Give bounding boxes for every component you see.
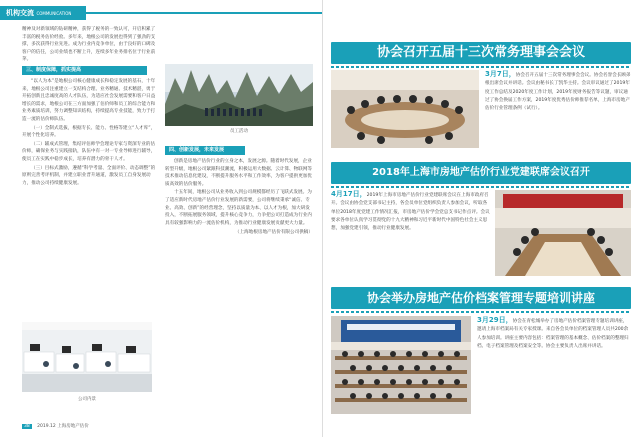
news-date-2: 4月17日， [331, 190, 367, 198]
paragraph: “以人为本”是地根公司核心健康成长和稳定发展的基石，十年来，地根公司注重建立一支结构合理、业务精通、技术精湛，勇于开拓创新且忠诚度高的人才队伍，为适应社会发展需要和客户日益增长的需求，地根公司在三方面加强了估价师和员工的综合能力和业务素质培训，努力调整知识结构，持续提高专业技能，致力于打造一流的估价师队伍。 [22, 78, 156, 122]
news-date-3: 3月29日， [477, 316, 513, 324]
mountain-photo-image [165, 64, 313, 126]
section-header [0, 6, 322, 20]
office-interior-image [22, 322, 152, 392]
banner-council-meeting: 协会召开五届十三次常务理事会会议 [331, 42, 631, 64]
banner-underline [331, 66, 631, 68]
lecture-hall-image [331, 316, 471, 414]
paragraph: 创新是房地产估价行业的立身之本，发展之源。随着时代发展，企业转型升级，地根公司紧跟科技潮流，积极运用大数据、云计算、物联网等技术推动信息化建设，不断提升服务水平和工作效率，为客户提供更加优质高效的估价服务。 [165, 159, 313, 187]
news-date-1: 3月7日， [485, 70, 516, 78]
section-heading-4: 四、创新发展，未来发展 [165, 146, 245, 155]
paragraph: （三）目标式激励，遵循“科学考量、全面评价、动态调整”的原则完善考评机制，并建立职业晋升通道，激发员工自身发展动力，推动公司持续健康发展。 [22, 165, 156, 186]
banner-underline [331, 311, 631, 313]
banner-underline [331, 186, 631, 188]
caption-office: 公司内景 [78, 397, 96, 402]
section-heading-3: 三、制度保障，抓实提高 [22, 66, 147, 75]
banner-archive-training: 协会举办房地产估价档案管理专题培训讲座 [331, 287, 631, 309]
source-note: （上海地根房地产估价有限公司供稿） [234, 230, 313, 236]
right-page [322, 0, 640, 437]
left-column-2 [165, 146, 313, 238]
left-column-1 [22, 26, 157, 188]
news-block-1 [485, 70, 631, 113]
training-photo [331, 316, 471, 414]
meeting-photo-2 [495, 190, 631, 276]
staff-activity-photo [165, 64, 313, 126]
header-sublabel: COMMUNICATION [36, 11, 72, 16]
page-footer [22, 423, 89, 429]
party-meeting-image [495, 190, 631, 276]
conference-room-image [331, 70, 479, 148]
paragraph: 十五年间，地根公司从业务收入到公司规模都经历了飞跃式发展。为了适应新时代房地产估价行业发展的新需要，公司将继续秉承“诚信、专业、高效、创新”的经营理念，坚持以质量为本、以人才为根，加大研发投入，不断拓展服务领域，提升核心竞争力，力争把公司打造成为行业内具有较强影响力的一流估价机构，为推动行业健康发展贡献更大力量。 [165, 190, 313, 226]
header-rule [86, 12, 322, 14]
news-text-3: 协会在青松城举办了房地产估价档案管理专题培训讲座，邀请上海市档案局有关专家授课。来自各会员单位的档案管理人员共200余人参加培训。讲座主要内容包括：档案管理的基本概念、估价档案的整理归档、电子档案管理及档案安全等。协会主要负责人出席并讲话。 [477, 319, 629, 349]
news-text-2: 2019年上海市房地产估价行业党建联席会议在上海市政府召开。会议由协会党支部书记主持，各会员单位党组织负责人参加会议，听取各单位2018年度党建工作情况汇报，市房地产估价学会党总支书记作点评。会议要求各单位认真学习贯彻党的十九大精神和习近平新时代中国特色社会主义思想，加强党建引领，推动行业健康发展。 [331, 193, 490, 232]
paragraph: （二）辅成式管理，集结评估师学会理论专家与资深专业的估价师，确保业务与实践接轨，队伍中有一对一专业导师进行辅导，使员工在实践中稳步成长，培养有潜力的骨干人才。 [22, 141, 156, 162]
paragraph: （一）全制式选拔，根据专长、能力、性格等建立“人才库”，开展个性化培养。 [22, 125, 156, 139]
paragraph: 精神及对新领域的钻研精神，获得了税务的一致认可，开启积累了丰富的税务估价经验。多年来，地根公司的发展也得到了强劲的支撑，多次获得行业先进。成为行业内竞争单位，由于良好的口碑及客户的信任，公司业绩也不断上升，连续多年业务排名位于行业前茅。 [22, 27, 156, 63]
header-label: 机构交流 [6, 9, 34, 17]
news-text-1: 协会召开五届十三次常务理事会会议。协会名誉会长顾弟根出席会议并讲话。会议由秘书长丁凯华主持。会议审议通过了2019年度工作总结及2020年度工作计划，2019年度财务报告等议题，审议通过了协会换届工作方案，2019年度优秀估价师推荐名单，上海市房地产估价行业管理条例（试行）。 [485, 73, 631, 112]
news-block-2 [331, 190, 491, 233]
banner-party-meeting: 2018年上海市房地产估价行业党建联席会议召开 [331, 162, 631, 184]
news-block-3 [477, 316, 631, 351]
footer-text: 2019.12 上海房地产估价 [37, 424, 89, 429]
caption-staff: 员工活动 [230, 129, 248, 134]
header-tab [0, 6, 86, 20]
office-photo [22, 322, 152, 392]
page-number: 38 [24, 424, 30, 429]
meeting-photo-1 [331, 70, 479, 148]
